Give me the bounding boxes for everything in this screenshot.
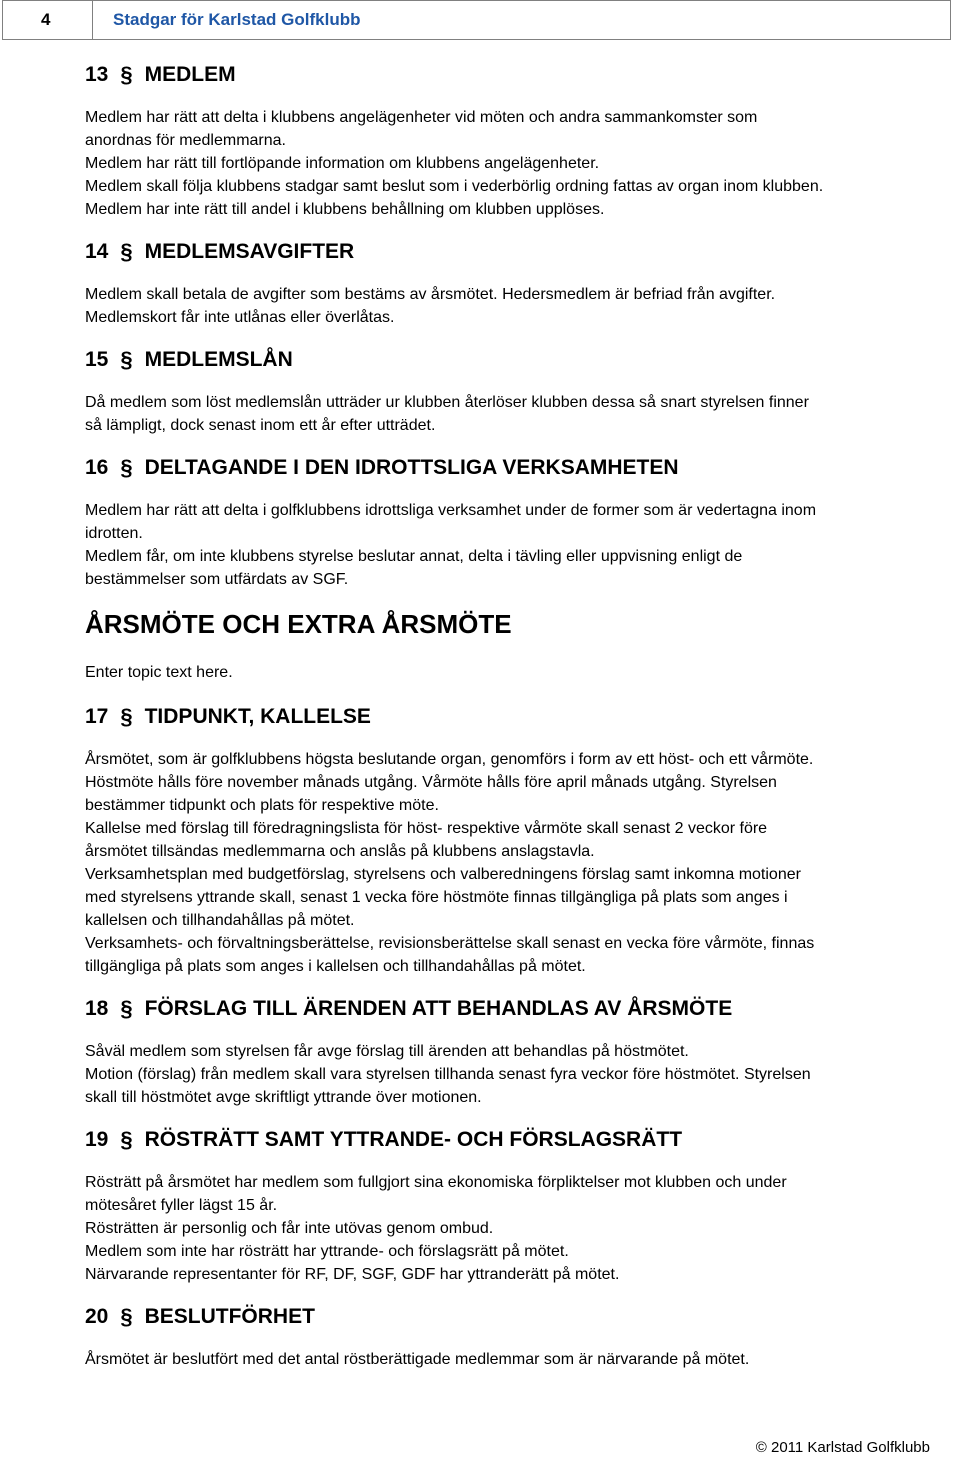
section-symbol: §: [120, 347, 133, 372]
body-line: idrotten.: [85, 525, 143, 542]
body-line: Medlem har rätt att delta i klubbens angelägenheter vid möten och andra sammankomster som: [85, 109, 758, 126]
section-title: BESLUTFÖRHET: [144, 1305, 315, 1328]
body-line: skall till höstmötet avge skriftligt yttrande över motionen.: [85, 1089, 482, 1106]
body-line: Motion (förslag) från medlem skall vara styrelsen tillhanda senast fyra veckor före höstmötet. Styrelsen: [85, 1066, 811, 1083]
body-line: Medlem som inte har rösträtt har yttrande- och förslagsrätt på mötet.: [85, 1243, 569, 1260]
body-line: Närvarande representanter för RF, DF, SGF, GDF har yttranderätt på mötet.: [85, 1266, 620, 1283]
section-symbol: §: [120, 455, 133, 480]
body-line: Medlemskort får inte utlånas eller överlåtas.: [85, 309, 395, 326]
body-line: Rösträtten är personlig och får inte utövas genom ombud.: [85, 1220, 494, 1237]
section-title: MEDLEM: [144, 63, 236, 86]
section-heading: [85, 345, 945, 375]
section-heading: [85, 994, 945, 1024]
chapter-title: ÅRSMÖTE OCH EXTRA ÅRSMÖTE: [85, 609, 512, 639]
body-line: Årsmötet, som är golfklubbens högsta beslutande organ, genomförs i form av ett höst- och ett vårmöte.: [85, 751, 814, 768]
body-line: Medlem har rätt att delta i golfklubbens idrottsliga verksamhet under de former som är vedertagna inom: [85, 502, 817, 519]
body-line: Medlem har inte rätt till andel i klubbens behållning om klubben upplöses.: [85, 201, 605, 218]
section-heading: [85, 453, 945, 483]
section-15: [85, 345, 945, 437]
body-line: bestämmer tidpunkt och plats för respektive möte.: [85, 797, 439, 814]
section-heading: [85, 237, 945, 267]
section-number: 16: [85, 456, 109, 479]
section-symbol: §: [120, 704, 133, 729]
section-number: 14: [85, 240, 109, 263]
body-line: Medlem skall följa klubbens stadgar samt beslut som i vederbörlig ordning fattas av organ inom klubben.: [85, 178, 824, 195]
section-symbol: §: [120, 239, 133, 264]
section-number: 13: [85, 63, 109, 86]
body-line: anordnas för medlemmarna.: [85, 132, 286, 149]
body-line: Såväl medlem som styrelsen får avge förslag till ärenden att behandlas på höstmötet.: [85, 1043, 689, 1060]
section-number: 20: [85, 1305, 109, 1328]
section-20: [85, 1302, 945, 1371]
body-line: Höstmöte hålls före november månads utgång. Vårmöte hålls före april månads utgång. Styrelsen: [85, 774, 777, 791]
body-line: Medlem skall betala de avgifter som bestäms av årsmötet. Hedersmedlem är befriad från avgifter.: [85, 286, 776, 303]
body-line: kallelsen och tillhandahållas på mötet.: [85, 912, 355, 929]
section-heading: [85, 1125, 945, 1155]
copyright-footer: © 2011 Karlstad Golfklubb: [755, 1439, 930, 1456]
section-symbol: §: [120, 1127, 133, 1152]
section-title: FÖRSLAG TILL ÄRENDEN ATT BEHANDLAS AV ÅRSMÖTE: [144, 997, 733, 1020]
section-14: [85, 237, 945, 329]
body-line: Verksamhets- och förvaltningsberättelse, revisionsberättelse skall senast en vecka före vårmöte, finnas: [85, 935, 815, 952]
section-title: MEDLEMSAVGIFTER: [144, 240, 355, 263]
section-title: MEDLEMSLÅN: [144, 348, 293, 371]
section-symbol: §: [120, 1304, 133, 1329]
section-17: [85, 702, 945, 978]
section-number: 17: [85, 705, 109, 728]
section-title: RÖSTRÄTT SAMT YTTRANDE- OCH FÖRSLAGSRÄTT: [144, 1128, 683, 1151]
section-18: [85, 994, 945, 1109]
body-line: Rösträtt på årsmötet har medlem som fullgjort sina ekonomiska förpliktelser mot klubben och under: [85, 1174, 787, 1191]
body-line: Medlem får, om inte klubbens styrelse beslutar annat, delta i tävling eller uppvisning enligt de: [85, 548, 743, 565]
page-header: [2, 0, 951, 40]
section-heading: [85, 1302, 945, 1332]
body-line: bestämmelser som utfärdats av SGF.: [85, 571, 349, 588]
body-line: Verksamhetsplan med budgetförslag, styrelsens och valberedningens förslag samt inkomna motioner: [85, 866, 801, 883]
section-symbol: §: [120, 996, 133, 1021]
page-number: 4: [3, 1, 93, 39]
section-number: 18: [85, 997, 109, 1020]
body-line: årsmötet tillsändas medlemmarna och anslås på klubbens anslagstavla.: [85, 843, 595, 860]
section-heading: [85, 60, 945, 90]
body-line: Då medlem som löst medlemslån utträder ur klubben återlöser klubben dessa så snart styrelsen finner: [85, 394, 809, 411]
section-heading: [85, 702, 945, 732]
section-title: DELTAGANDE I DEN IDROTTSLIGA VERKSAMHETEN: [144, 456, 679, 479]
section-13: [85, 60, 945, 221]
body-line: Årsmötet är beslutfört med det antal röstberättigade medlemmar som är närvarande på mötet.: [85, 1351, 750, 1368]
body-line: med styrelsens yttrande skall, senast 1 vecka före höstmöte finnas tillgängliga på plats som anges i: [85, 889, 788, 906]
section-number: 15: [85, 348, 109, 371]
body-line: mötesåret fyller lägst 15 år.: [85, 1197, 278, 1214]
document-title: Stadgar för Karlstad Golfklubb: [113, 10, 361, 29]
body-line: så lämpligt, dock senast inom ett år efter utträdet.: [85, 417, 436, 434]
chapter-text: Enter topic text here.: [85, 664, 233, 681]
section-19: [85, 1125, 945, 1286]
section-title: TIDPUNKT, KALLELSE: [144, 705, 371, 728]
body-line: Kallelse med förslag till föredragningslista för höst- respektive vårmöte skall senast 2 veckor före: [85, 820, 768, 837]
section-number: 19: [85, 1128, 109, 1151]
section-symbol: §: [120, 62, 133, 87]
body-line: Medlem har rätt till fortlöpande information om klubbens angelägenheter.: [85, 155, 600, 172]
document-body: [85, 60, 945, 1387]
section-16: [85, 453, 945, 591]
body-line: tillgängliga på plats som anges i kallelsen och tillhandahållas på mötet.: [85, 958, 586, 975]
